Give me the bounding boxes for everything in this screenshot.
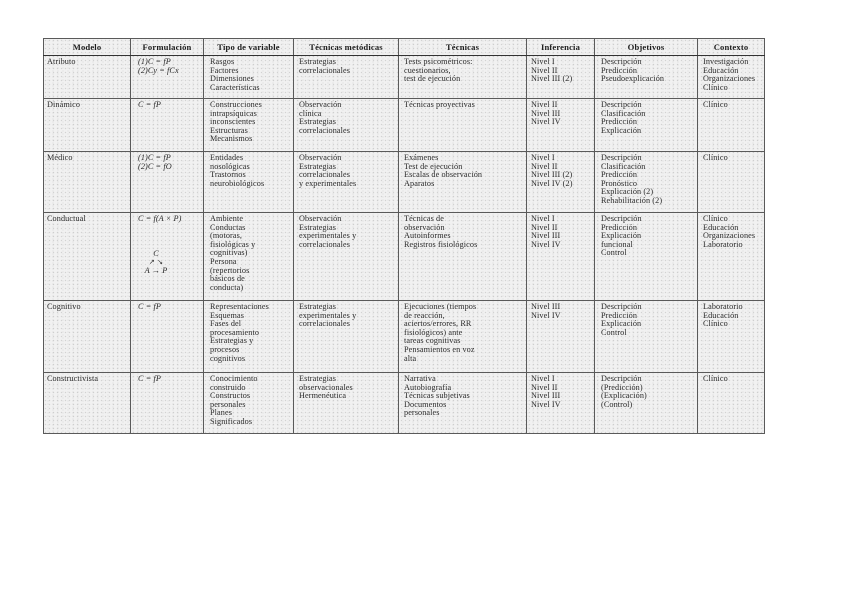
tecnicas-line: test de ejecución xyxy=(404,74,461,84)
tecnicas-metodicas-line: observacionales xyxy=(299,382,353,392)
cell-tecnicas xyxy=(399,301,527,373)
table-row xyxy=(44,373,765,434)
tipo-variable-line: Persona xyxy=(210,256,237,266)
tipo-variable-line: procesamiento xyxy=(210,327,260,337)
tecnicas-line: cuestionarios, xyxy=(404,65,451,75)
contexto-line: Investigación xyxy=(703,57,749,66)
cell-tecnicas xyxy=(399,373,527,434)
formula-diagram xyxy=(141,250,171,276)
tecnicas-metodicas-line: correlacionales xyxy=(299,239,351,249)
tipo-variable-line: Factores xyxy=(210,65,239,75)
contexto-line: Clínico xyxy=(703,214,728,223)
tipo-variable-line: Estrategias y xyxy=(210,336,254,346)
table-row xyxy=(44,213,765,301)
tecnicas-line: Tests psicométricos: xyxy=(404,57,473,66)
tecnicas-metodicas-line: y experimentales xyxy=(299,178,357,188)
tecnicas-line: Técnicas proyectivas xyxy=(404,100,475,109)
formula-line: (1)C = fP xyxy=(138,57,171,66)
objetivos-line: Explicación xyxy=(601,319,642,329)
cell-tecnicas-metodicas xyxy=(294,301,399,373)
cell-formulacion xyxy=(131,301,204,373)
tipo-variable-line: Planes xyxy=(210,408,232,418)
cell-inferencia xyxy=(527,152,595,213)
tecnicas-line: Narrativa xyxy=(404,374,436,383)
tecnicas-metodicas-line: Estrategias xyxy=(299,374,337,383)
table-row xyxy=(44,99,765,152)
cell-tecnicas-metodicas xyxy=(294,56,399,99)
tecnicas-line: Exámenes xyxy=(404,153,439,162)
tipo-variable-line: inconscientes xyxy=(210,117,256,127)
inferencia-line: Nivel I xyxy=(531,214,555,223)
contexto-line: Educación xyxy=(703,222,739,232)
tipo-variable-line: Trastornos xyxy=(210,170,246,180)
inferencia-line: Nivel III (2) xyxy=(531,74,573,84)
formula-line: C = fP xyxy=(138,100,161,109)
cell-modelo xyxy=(44,301,131,373)
tipo-variable-line: conducta) xyxy=(210,282,244,292)
tecnicas-line: Documentos xyxy=(404,399,447,409)
contexto-line: Educación xyxy=(703,310,739,320)
cell-formulacion xyxy=(131,152,204,213)
cell-inferencia xyxy=(527,99,595,152)
tecnicas-metodicas-line: Estrategias xyxy=(299,57,337,66)
tecnicas-line: Escalas de observación xyxy=(404,170,483,180)
inferencia-line: Nivel I xyxy=(531,57,555,66)
cell-tipo-variable xyxy=(204,152,294,213)
cell-contexto xyxy=(698,373,765,434)
objetivos-line: Pronóstico xyxy=(601,178,638,188)
cell-tecnicas-metodicas xyxy=(294,213,399,301)
cell-tipo-variable xyxy=(204,373,294,434)
diagram-top: C xyxy=(153,248,159,258)
inferencia-line: Nivel III xyxy=(531,231,561,241)
objetivos-line: Descripción xyxy=(601,302,642,311)
cell-tecnicas xyxy=(399,213,527,301)
contexto-line: Clínico xyxy=(703,153,728,162)
objetivos-line: funcional xyxy=(601,239,633,249)
cell-contexto xyxy=(698,99,765,152)
tipo-variable-line: intrapsíquicas xyxy=(210,108,257,118)
objetivos-line: Predicción xyxy=(601,170,638,180)
tipo-variable-line: Representaciones xyxy=(210,302,269,311)
tipo-variable-line: Dimensiones xyxy=(210,74,254,84)
table-row xyxy=(44,152,765,213)
inferencia-line: Nivel IV xyxy=(531,239,561,249)
cell-contexto xyxy=(698,301,765,373)
header-contexto: Contexto xyxy=(698,39,765,56)
contexto-line: Clínico xyxy=(703,319,728,329)
tecnicas-line: Autoinformes xyxy=(404,231,451,241)
contexto-line: Organizaciones xyxy=(703,231,756,241)
tipo-variable-line: Ambiente xyxy=(210,214,244,223)
tecnicas-metodicas-line: Estrategias xyxy=(299,117,337,127)
cell-modelo xyxy=(44,373,131,434)
tipo-variable-line: Esquemas xyxy=(210,310,244,320)
inferencia-line: Nivel II xyxy=(531,65,558,75)
header-modelo: Modelo xyxy=(44,39,131,56)
contexto-line: Laboratorio xyxy=(703,302,743,311)
inferencia-line: Nivel II xyxy=(531,161,558,171)
objetivos-line: Predicción xyxy=(601,310,638,320)
table-row xyxy=(44,56,765,99)
contexto-line: Educación xyxy=(703,65,739,75)
cell-objetivos xyxy=(595,56,698,99)
modelo-name: Atributo xyxy=(47,57,76,66)
cell-modelo xyxy=(44,213,131,301)
tecnicas-line: Autobiografía xyxy=(404,382,452,392)
modelo-name: Médico xyxy=(47,153,73,162)
tecnicas-metodicas-line: Estrategias xyxy=(299,302,337,311)
inferencia-line: Nivel III xyxy=(531,302,561,311)
cell-contexto xyxy=(698,152,765,213)
objetivos-line: Explicación (2) xyxy=(601,187,654,197)
objetivos-line: Explicación xyxy=(601,125,642,135)
tipo-variable-line: nosológicas xyxy=(210,161,250,171)
cell-modelo xyxy=(44,152,131,213)
objetivos-line: Descripción xyxy=(601,57,642,66)
tipo-variable-line: personales xyxy=(210,399,246,409)
objetivos-line: Clasificación xyxy=(601,108,646,118)
header-row xyxy=(44,39,765,56)
tecnicas-line: de reacción, xyxy=(404,310,445,320)
tecnicas-line: aciertos/errores, RR xyxy=(404,319,472,329)
tecnicas-metodicas-line: correlacionales xyxy=(299,125,351,135)
cell-formulacion xyxy=(131,56,204,99)
tipo-variable-line: construido xyxy=(210,382,246,392)
formula-line: (2)C = fO xyxy=(138,161,172,171)
objetivos-line: Descripción xyxy=(601,153,642,162)
cell-objetivos xyxy=(595,152,698,213)
inferencia-line: Nivel III (2) xyxy=(531,170,573,180)
cell-objetivos xyxy=(595,213,698,301)
tecnicas-line: alta xyxy=(404,353,417,363)
inferencia-line: Nivel II xyxy=(531,100,558,109)
inferencia-line: Nivel II xyxy=(531,382,558,392)
inferencia-line: Nivel IV xyxy=(531,117,561,127)
contexto-line: Clínico xyxy=(703,82,728,92)
cell-inferencia xyxy=(527,56,595,99)
tecnicas-line: personales xyxy=(404,408,440,418)
tipo-variable-line: (repertorios xyxy=(210,265,250,275)
objetivos-line: Predicción xyxy=(601,65,638,75)
tecnicas-metodicas-line: experimentales y xyxy=(299,310,357,320)
tipo-variable-line: (motoras, xyxy=(210,231,243,241)
tecnicas-line: Técnicas subjetivas xyxy=(404,391,470,401)
cell-tecnicas xyxy=(399,99,527,152)
formula-line: C = f(A × P) xyxy=(138,214,182,223)
contexto-line: Clínico xyxy=(703,100,728,109)
tecnicas-metodicas-line: Estrategias xyxy=(299,161,337,171)
header-tecnicas: Técnicas xyxy=(399,39,527,56)
objetivos-line: Descripción xyxy=(601,100,642,109)
modelo-name: Conductual xyxy=(47,214,86,223)
cell-objetivos xyxy=(595,373,698,434)
diagram-bottom: A → P xyxy=(144,265,168,275)
tecnicas-metodicas-line: clínica xyxy=(299,108,322,118)
cell-formulacion xyxy=(131,373,204,434)
formula-line: (1)C = fP xyxy=(138,153,171,162)
tecnicas-line: Aparatos xyxy=(404,178,435,188)
tipo-variable-line: cognitivas) xyxy=(210,248,248,258)
tecnicas-metodicas-line: correlacionales xyxy=(299,170,351,180)
header-tecnicas-metodicas: Técnicas metódicas xyxy=(294,39,399,56)
objetivos-line: Pseudoexplicación xyxy=(601,74,665,84)
modelo-name: Dinámico xyxy=(47,100,81,109)
contexto-line: Clínico xyxy=(703,374,728,383)
cell-tecnicas xyxy=(399,56,527,99)
objetivos-line: Rehabilitación (2) xyxy=(601,195,663,205)
inferencia-line: Nivel IV (2) xyxy=(531,178,573,188)
inferencia-line: Nivel IV xyxy=(531,399,561,409)
objetivos-line: Control xyxy=(601,248,627,258)
models-table xyxy=(43,38,765,434)
cell-tipo-variable xyxy=(204,56,294,99)
tecnicas-metodicas-line: Observación xyxy=(299,153,342,162)
objetivos-line: Predicción xyxy=(601,222,638,232)
cell-objetivos xyxy=(595,301,698,373)
cell-contexto xyxy=(698,56,765,99)
cell-tipo-variable xyxy=(204,213,294,301)
modelo-name: Cognitivo xyxy=(47,302,81,311)
tecnicas-line: fisiológicos) ante xyxy=(404,327,463,337)
formula-line: C = fP xyxy=(138,374,161,383)
objetivos-line: Clasificación xyxy=(601,161,646,171)
tipo-variable-line: Rasgos xyxy=(210,57,235,66)
tipo-variable-line: cognitivos xyxy=(210,353,246,363)
cell-objetivos xyxy=(595,99,698,152)
inferencia-line: Nivel I xyxy=(531,153,555,162)
tecnicas-metodicas-line: experimentales y xyxy=(299,231,357,241)
tecnicas-metodicas-line: correlacionales xyxy=(299,319,351,329)
inferencia-line: Nivel IV xyxy=(531,310,561,320)
contexto-line: Organizaciones xyxy=(703,74,756,84)
inferencia-line: Nivel I xyxy=(531,374,555,383)
cell-tecnicas-metodicas xyxy=(294,99,399,152)
cell-inferencia xyxy=(527,213,595,301)
cell-formulacion xyxy=(131,213,204,301)
objetivos-line: Descripción xyxy=(601,374,642,383)
objetivos-line: Predicción xyxy=(601,117,638,127)
tipo-variable-line: Entidades xyxy=(210,153,244,162)
tipo-variable-line: Fases del xyxy=(210,319,242,329)
cell-tecnicas-metodicas xyxy=(294,373,399,434)
contexto-line: Laboratorio xyxy=(703,239,743,249)
formula-line: (2)Cy = fCx xyxy=(138,65,179,75)
cell-tecnicas xyxy=(399,152,527,213)
header-tipo-variable: Tipo de variable xyxy=(204,39,294,56)
tecnicas-line: Test de ejecución xyxy=(404,161,463,171)
tecnicas-line: observación xyxy=(404,222,445,232)
tecnicas-line: Registros fisiológicos xyxy=(404,239,478,249)
tipo-variable-line: procesos xyxy=(210,344,240,354)
tipo-variable-line: básicos de xyxy=(210,274,245,284)
inferencia-line: Nivel II xyxy=(531,222,558,232)
header-formulacion: Formulación xyxy=(131,39,204,56)
objetivos-line: (Predicción) xyxy=(601,382,643,392)
objetivos-line: (Control) xyxy=(601,399,633,409)
modelo-name: Constructivista xyxy=(47,374,99,383)
cell-tecnicas-metodicas xyxy=(294,152,399,213)
tecnicas-line: Ejecuciones (tiempos xyxy=(404,302,477,311)
tecnicas-line: Técnicas de xyxy=(404,214,444,223)
objetivos-line: Descripción xyxy=(601,214,642,223)
formula-line: C = fP xyxy=(138,302,161,311)
cell-contexto xyxy=(698,213,765,301)
cell-modelo xyxy=(44,99,131,152)
tipo-variable-line: Estructuras xyxy=(210,125,248,135)
tipo-variable-line: Conductas xyxy=(210,222,246,232)
cell-modelo xyxy=(44,56,131,99)
tipo-variable-line: Mecanismos xyxy=(210,134,253,144)
cell-tipo-variable xyxy=(204,301,294,373)
header-objetivos: Objetivos xyxy=(595,39,698,56)
tecnicas-metodicas-line: Estrategias xyxy=(299,222,337,232)
tecnicas-metodicas-line: Observación xyxy=(299,214,342,223)
objetivos-line: Control xyxy=(601,327,627,337)
tecnicas-metodicas-line: correlacionales xyxy=(299,65,351,75)
objetivos-line: (Explicación) xyxy=(601,391,647,401)
tecnicas-line: Pensamientos en voz xyxy=(404,344,475,354)
cell-tipo-variable xyxy=(204,99,294,152)
table-row xyxy=(44,301,765,373)
tipo-variable-line: Significados xyxy=(210,416,253,426)
tipo-variable-line: Conocimiento xyxy=(210,374,258,383)
cell-inferencia xyxy=(527,301,595,373)
tecnicas-line: tareas cognitivas xyxy=(404,336,461,346)
inferencia-line: Nivel III xyxy=(531,391,561,401)
cell-inferencia xyxy=(527,373,595,434)
objetivos-line: Explicación xyxy=(601,231,642,241)
tipo-variable-line: fisiológicas y xyxy=(210,239,256,249)
tipo-variable-line: Características xyxy=(210,82,260,92)
tipo-variable-line: neurobiológicos xyxy=(210,178,265,188)
diagram-arrows: ↗ ↘ xyxy=(148,258,164,267)
tipo-variable-line: Constructos xyxy=(210,391,251,401)
header-inferencia: Inferencia xyxy=(527,39,595,56)
tipo-variable-line: Construcciones xyxy=(210,100,262,109)
inferencia-line: Nivel III xyxy=(531,108,561,118)
tecnicas-metodicas-line: Observación xyxy=(299,100,342,109)
cell-formulacion xyxy=(131,99,204,152)
tecnicas-metodicas-line: Hermenéutica xyxy=(299,391,347,401)
